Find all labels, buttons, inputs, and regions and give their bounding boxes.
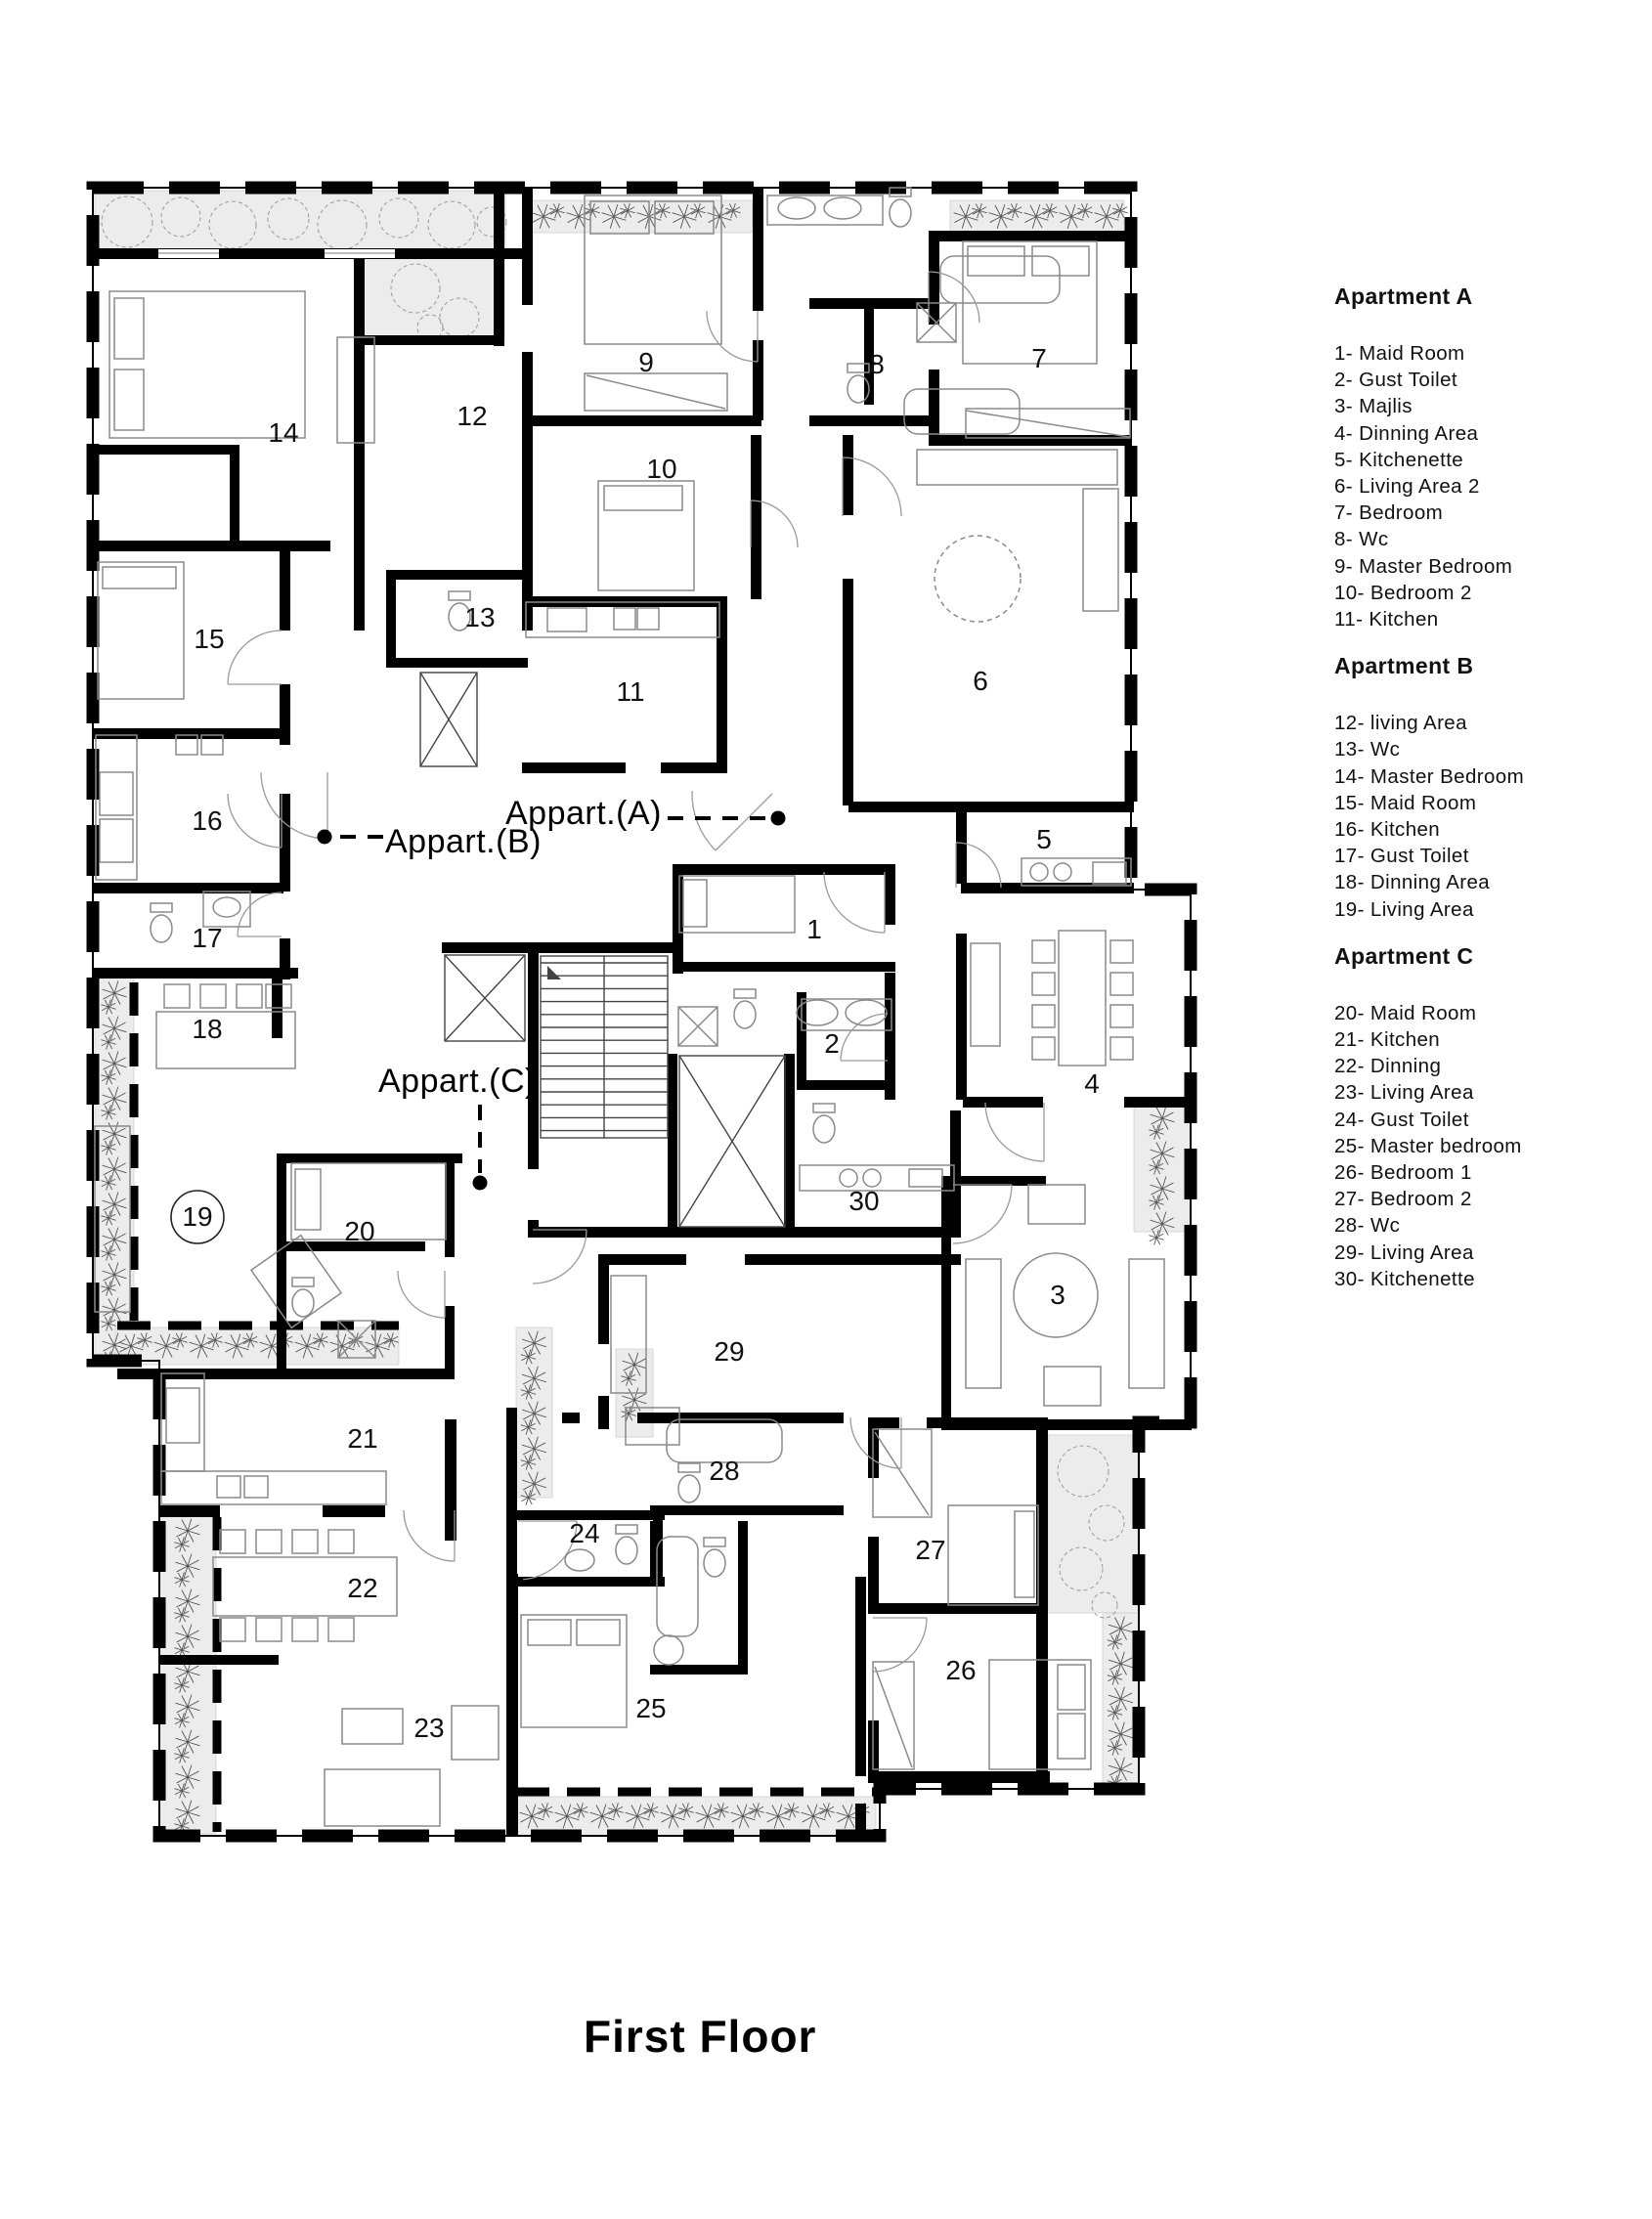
room-number-9: 9 — [638, 347, 654, 377]
legend-list — [1334, 340, 1647, 632]
legend-item: 10- Bedroom 2 — [1334, 581, 1472, 604]
room-number-6: 6 — [973, 666, 988, 696]
room-number-14: 14 — [268, 417, 299, 448]
legend-item: 18- Dinning Area — [1334, 871, 1491, 894]
room-number-26: 26 — [945, 1655, 977, 1685]
room-number-30: 30 — [848, 1186, 880, 1216]
legend-list — [1334, 1000, 1647, 1292]
page-title: First Floor — [584, 2011, 817, 2062]
legend-heading-a: Apartment A — [1334, 283, 1473, 309]
room-number-23: 23 — [413, 1713, 445, 1743]
legend-item: 22- Dinning — [1334, 1055, 1442, 1078]
apartment-leader-dot-c — [473, 1176, 488, 1191]
room-number-29: 29 — [714, 1336, 745, 1367]
legend-heading-c: Apartment C — [1334, 942, 1474, 969]
room-number-10: 10 — [646, 454, 677, 484]
legend-item: 24- Gust Toilet — [1334, 1108, 1469, 1131]
room-number-17: 17 — [192, 923, 223, 953]
apartment-label-b: Appart.(B) — [385, 823, 542, 860]
room-number-4: 4 — [1084, 1068, 1100, 1099]
room-number-2: 2 — [824, 1028, 840, 1059]
room-number-13: 13 — [464, 602, 496, 632]
apartment-leader-dot-b — [318, 830, 332, 845]
room-number-7: 7 — [1031, 343, 1047, 373]
legend-item: 28- Wc — [1334, 1214, 1401, 1238]
apartment-label-c: Appart.(C) — [378, 1063, 537, 1100]
legend-item: 19- Living Area — [1334, 897, 1474, 921]
legend-item: 14- Master Bedroom — [1334, 764, 1525, 788]
room-number-8: 8 — [869, 349, 885, 379]
legend-item: 9- Master Bedroom — [1334, 554, 1513, 578]
legend-item: 8- Wc — [1334, 528, 1389, 551]
legend-item: 2- Gust Toilet — [1334, 369, 1457, 392]
legend-item: 1- Maid Room — [1334, 342, 1465, 365]
room-number-20: 20 — [344, 1216, 375, 1246]
legend-item: 17- Gust Toilet — [1334, 845, 1469, 868]
legend-item: 20- Maid Room — [1334, 1001, 1477, 1024]
room-number-5: 5 — [1036, 824, 1052, 854]
door-swings — [228, 272, 1044, 1672]
legend-item: 12- living Area — [1334, 712, 1467, 735]
legend-item: 7- Bedroom — [1334, 501, 1444, 525]
legend-item: 4- Dinning Area — [1334, 421, 1479, 445]
legend-item: 30- Kitchenette — [1334, 1267, 1475, 1290]
legend-item: 6- Living Area 2 — [1334, 475, 1480, 499]
room-number-11: 11 — [616, 676, 645, 707]
legend-list — [1334, 710, 1647, 923]
room-number-22: 22 — [347, 1573, 378, 1603]
legend-item: 25- Master bedroom — [1334, 1134, 1522, 1157]
legend-item: 13- Wc — [1334, 738, 1401, 761]
room-number-12: 12 — [456, 401, 488, 431]
room-number-28: 28 — [709, 1456, 740, 1486]
room-number-19: 19 — [182, 1201, 213, 1232]
room-number-27: 27 — [915, 1535, 946, 1565]
legend-heading-b: Apartment B — [1334, 653, 1474, 679]
room-number-3: 3 — [1050, 1280, 1065, 1310]
dashed-walls — [117, 982, 875, 1832]
room-number-16: 16 — [192, 805, 223, 836]
legend-item: 16- Kitchen — [1334, 818, 1441, 842]
apartment-label-a: Appart.(A) — [505, 795, 662, 832]
room-number-1: 1 — [806, 914, 822, 944]
room-number-21: 21 — [347, 1423, 378, 1454]
legend-item: 11- Kitchen — [1334, 608, 1439, 631]
legend-item: 15- Maid Room — [1334, 791, 1477, 814]
legend-item: 3- Majlis — [1334, 395, 1413, 418]
legend-item: 5- Kitchenette — [1334, 448, 1464, 471]
legend-item: 29- Living Area — [1334, 1240, 1474, 1264]
legend-item: 27- Bedroom 2 — [1334, 1188, 1472, 1211]
legend-item: 21- Kitchen — [1334, 1028, 1441, 1052]
room-number-18: 18 — [192, 1014, 223, 1044]
room-number-15: 15 — [194, 624, 225, 654]
room-number-24: 24 — [569, 1518, 600, 1548]
room-number-25: 25 — [635, 1693, 667, 1723]
legend — [1334, 282, 1647, 1311]
legend-item: 23- Living Area — [1334, 1081, 1474, 1105]
apartment-leader-dot-a — [771, 811, 786, 826]
legend-item: 26- Bedroom 1 — [1334, 1161, 1472, 1185]
